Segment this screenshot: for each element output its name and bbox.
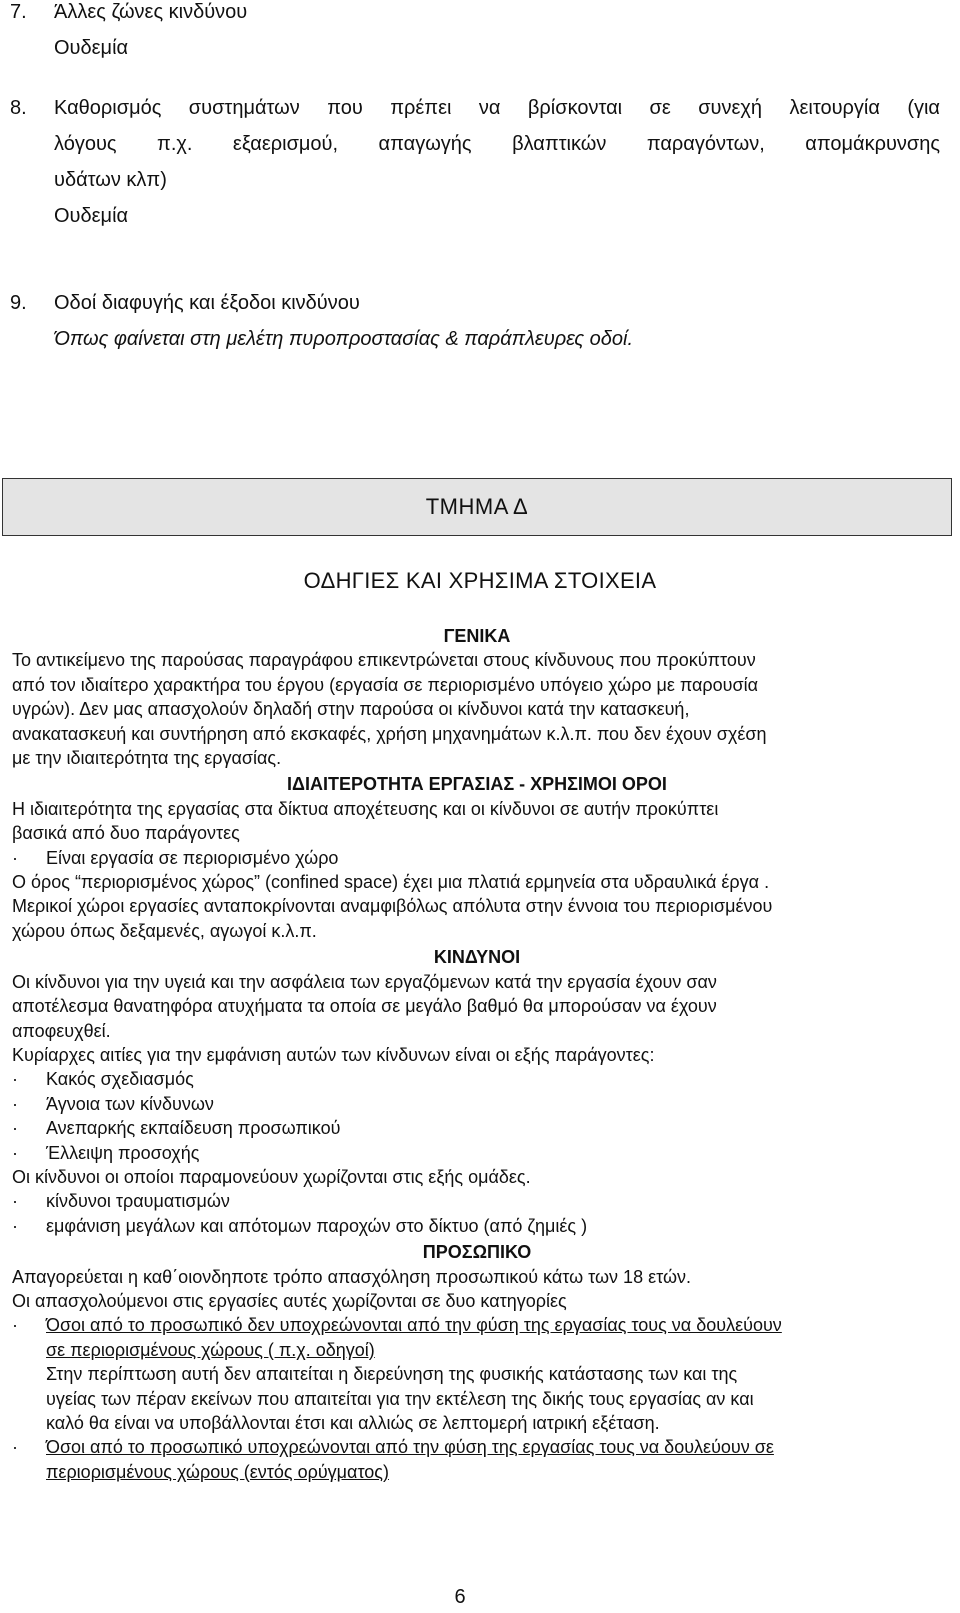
bullet-dot: · xyxy=(12,1437,18,1458)
bullet-item xyxy=(12,1116,942,1140)
bullet-dot: · xyxy=(12,1142,18,1163)
paragraph-line: Ο όρος “περιορισμένος χώρος” (confined space) έχει μια πλατιά ερμηνεία στα υδραυλικά έργα . xyxy=(12,872,770,893)
paragraph-line: Κυρίαρχες αιτίες για την εμφάνιση αυτών των κίνδυνων είναι οι εξής παράγοντες: xyxy=(12,1044,655,1065)
item-9 xyxy=(10,285,940,357)
bullet-text: Όσοι από το προσωπικό υποχρεώνονται από την φύση της εργασίας τους να δουλεύουν σε xyxy=(46,1437,774,1458)
bullet-item xyxy=(12,1067,942,1091)
general-heading: ΓΕΝΙΚΑ xyxy=(443,626,511,646)
paragraph-line: Το αντικείμενο της παρούσας παραγράφου επικεντρώνεται στους κίνδυνους που προκύπτουν xyxy=(12,650,756,671)
paragraph-line: αποφευχθεί. xyxy=(12,1020,111,1041)
bullet-item xyxy=(12,1092,942,1116)
item-number: 9. xyxy=(10,292,27,314)
item-number: 7. xyxy=(10,1,27,23)
bullet-continuation xyxy=(12,1460,942,1484)
paragraph-line: καλό θα είναι να υποβάλλονται έτσι και αλλιώς σε λεπτομερή ιατρική εξέταση. xyxy=(46,1413,660,1433)
bullet-item xyxy=(12,846,942,870)
paragraph-line: ανακατασκευή και συντήρηση από εκσκαφές, χρήση μηχανημάτων κ.λ.π. που δεν έχουν σχέση xyxy=(12,723,767,744)
bullet-dot: · xyxy=(12,1191,18,1212)
section-subtitle: ΟΔΗΓΙΕΣ ΚΑΙ ΧΡΗΣΙΜΑ ΣΤΟΙΧΕΙΑ xyxy=(303,568,657,593)
bullet-dot: · xyxy=(12,1215,18,1236)
paragraph-line: βασικά από δυο παράγοντες xyxy=(12,823,240,844)
paragraph-line: υγείας των πέραν εκείνων που απαιτείται για την εκτέλεση της δικής τους εργασίας αν και xyxy=(46,1388,754,1409)
bullet-item xyxy=(12,1214,942,1238)
bullet-dot: · xyxy=(12,1093,18,1114)
bullet-text: Κακός σχεδιασμός xyxy=(46,1069,194,1090)
bullet-dot: · xyxy=(12,1069,18,1090)
bullet-dot: · xyxy=(12,1118,18,1139)
specifics-heading: ΙΔΙΑΙΤΕΡΟΤΗΤΑ ΕΡΓΑΣΙΑΣ - ΧΡΗΣΙΜΟΙ ΟΡΟΙ xyxy=(287,774,667,795)
paragraph-line: αποτέλεσμα θανατηφόρα ατυχήματα τα οποία σε μεγάλο βαθμό θα μπορούσαν να έχουν xyxy=(12,996,717,1017)
bullet-text: εμφάνιση μεγάλων και απότομων παροχών στο δίκτυο (από ζημιές ) xyxy=(46,1215,588,1236)
paragraph-line: Μερικοί χώροι εργασίες ανταποκρίνονται αναμφιβόλως απόλυτα στην έννοια του περιορισμένου xyxy=(12,896,773,917)
item-value: Ουδεμία xyxy=(54,37,129,59)
bullet-text: Είναι εργασία σε περιορισμένο χώρο xyxy=(46,847,339,868)
paragraph-line: Η ιδιαιτερότητα της εργασίας στα δίκτυα αποχέτευσης και οι κίνδυνοι σε αυτήν προκύπτει xyxy=(12,798,719,819)
bullet-item xyxy=(12,1189,942,1213)
item-value: Ουδεμία xyxy=(54,205,129,227)
paragraph-line: από τον ιδιαίτερο χαρακτήρα του έργου (εργασία σε περιορισμένο υπόγειο χώρο με παρουσία xyxy=(12,674,759,695)
bullet-item xyxy=(12,1313,942,1337)
bullet-text: σε περιορισμένους χώρους ( π.χ. οδηγοί) xyxy=(46,1339,375,1360)
item-title: Άλλες ζώνες κινδύνου xyxy=(54,1,248,23)
paragraph-line: Απαγορεύεται η καθ΄οιονδηποτε τρόπο απασχόληση προσωπικού κάτω των 18 ετών. xyxy=(12,1266,692,1287)
bullet-item xyxy=(12,1435,942,1459)
paragraph-line: χώρου όπως δεξαμενές, αγωγοί κ.λ.π. xyxy=(12,920,317,941)
bullet-text: Όσοι από το προσωπικό δεν υποχρεώνονται από την φύση της εργασίας τους να δουλεύουν xyxy=(46,1315,782,1336)
item-number: 8. xyxy=(10,97,27,119)
item-8 xyxy=(10,90,940,234)
section-title: ΤΜΗΜΑ Δ xyxy=(425,494,529,519)
bullet-text: Ανεπαρκής εκπαίδευση προσωπικού xyxy=(46,1118,341,1139)
paragraph-line: Στην περίπτωση αυτή δεν απαιτείται η διερεύνηση της φυσικής κατάστασης των και της xyxy=(46,1364,738,1385)
bullet-dot: · xyxy=(12,847,18,868)
personnel-heading: ΠΡΟΣΩΠΙΚΟ xyxy=(422,1242,532,1263)
item-title-line: λόγους π.χ. εξαερισμού, απαγωγής βλαπτικών παραγόντων, απομάκρυνσης xyxy=(54,133,940,155)
document-body xyxy=(12,624,942,1484)
bullet-text: κίνδυνοι τραυματισμών xyxy=(46,1191,230,1212)
paragraph-line: Οι κίνδυνοι για την υγειά και την ασφάλεια των εργαζόμενων κατά την εργασία έχουν σαν xyxy=(12,971,717,992)
item-value: Όπως φαίνεται στη μελέτη πυροπροστασίας & παράπλευρες οδοί. xyxy=(54,328,634,350)
paragraph-line: Οι κίνδυνοι οι οποίοι παραμονεύουν χωρίζονται στις εξής ομάδες. xyxy=(12,1166,531,1187)
page-number: 6 xyxy=(454,1586,466,1608)
bullet-text: περιορισμένους χώρους (εντός ορύγματος) xyxy=(46,1461,389,1482)
paragraph-line: υγρών). Δεν μας απασχολούν δηλαδή στην παρούσα οι κίνδυνοι κατά την κατασκευή, xyxy=(12,699,690,720)
hazards-heading: ΚΙΝΔΥΝΟΙ xyxy=(433,947,521,968)
bullet-dot: · xyxy=(12,1315,18,1336)
bullet-item xyxy=(12,1141,942,1165)
paragraph-line: με την ιδιαιτερότητα της εργασίας. xyxy=(12,748,282,769)
item-7 xyxy=(10,0,940,66)
section-banner xyxy=(2,478,952,536)
bullet-continuation xyxy=(12,1338,942,1362)
bullet-text: Άγνοια των κίνδυνων xyxy=(46,1093,214,1114)
item-title-line: Καθορισμός συστημάτων που πρέπει να βρίσκονται σε συνεχή λειτουργία (για xyxy=(54,97,940,119)
paragraph-line: Οι απασχολούμενοι στις εργασίες αυτές χωρίζονται σε δυο κατηγορίες xyxy=(12,1290,567,1311)
item-title-line: υδάτων κλπ) xyxy=(54,169,167,191)
item-title: Οδοί διαφυγής και έξοδοι κινδύνου xyxy=(54,292,360,314)
bullet-text: Έλλειψη προσοχής xyxy=(46,1142,200,1163)
